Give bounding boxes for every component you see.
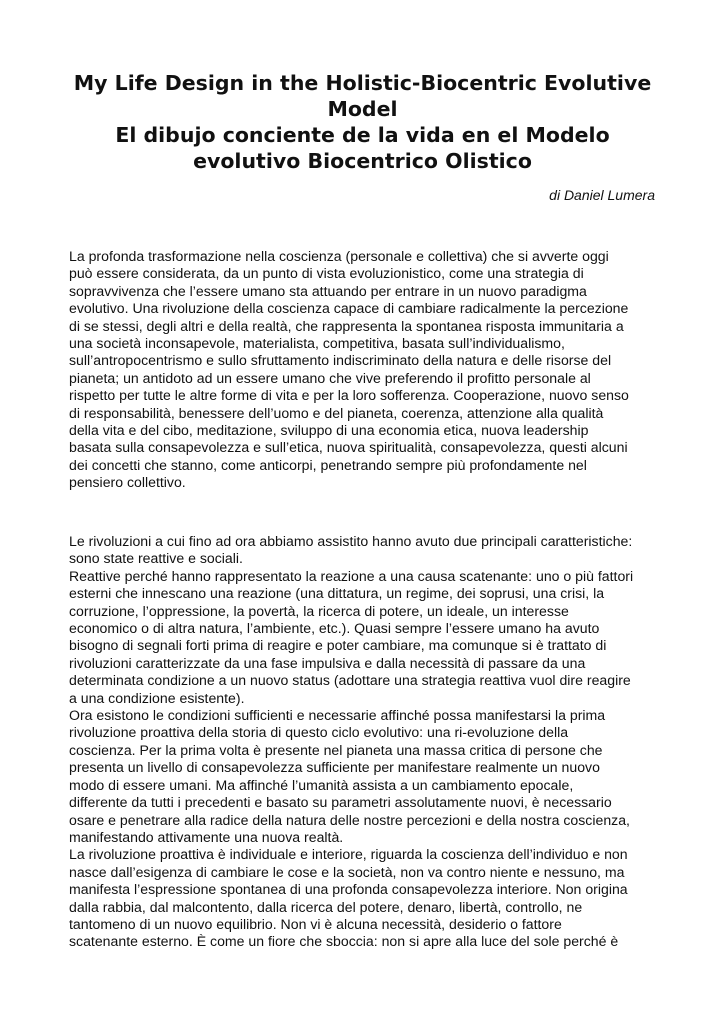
paragraph-line: Le rivoluzioni a cui fino ad ora abbiamo assistito hanno avuto due principali caratteristiche: [69,533,633,549]
paragraph-line: manifestando attivamente una nuova realtà. [69,828,344,845]
paragraph-line: La rivoluzione proattiva è individuale e interiore, riguarda la coscienza dell’individuo e non [69,846,628,863]
document-title [60,70,665,174]
paragraph-line: esterni che innescano una reazione (una dittatura, un regime, dei soprusi, una crisi, la [69,585,605,602]
paragraph-line: bisogno di segnali forti prima di reagire e poter cambiare, ma comunque si è trattato di [69,637,607,654]
paragraph-2 [69,533,669,951]
paragraph-line: di responsabilità, benessere dell’uomo e del pianeta, coerenza, attenzione alla qualità [69,404,604,421]
paragraph-line: corruzione, l’oppressione, la povertà, la ricerca di potere, un ideale, un interesse [69,602,569,619]
paragraph-line: evolutivo. Una rivoluzione della coscienza capace di cambiare radicalmente la percezione [69,300,629,317]
paragraph-line: La profonda trasformazione nella coscienza (personale e collettiva) che si avverte oggi [69,248,609,264]
paragraph-line: a una condizione esistente). [69,689,245,706]
paragraph-line: coscienza. Per la prima volta è presente nel pianeta una massa critica di persone che [69,741,603,758]
paragraph-line: differente da tutti i precedenti e basato su parametri assolutamente nuovi, è necessario [69,794,612,811]
paragraph-line: pensiero collettivo. [69,474,186,491]
paragraph-line: della vita e del cibo, meditazione, sviluppo di una economia etica, nuova leadership [69,422,589,439]
paragraph-line: tantomeno di un nuovo equilibrio. Non vi è alcuna necessità, desiderio o fattore [69,915,562,932]
paragraph-line: di se stessi, degli altri e della realtà, che rappresenta la spontanea risposta immunitaria a [69,317,624,334]
paragraph-line: dalla rabbia, dal malcontento, dalla ricerca del potere, denaro, libertà, controllo, ne [69,898,583,915]
paragraph-line: presenta un livello di consapevolezza sufficiente per manifestare realmente un nuovo [69,759,600,776]
paragraph-line: sopravvivenza che l’essere umano sta attuando per entrare in un nuovo paradigma [69,282,587,299]
paragraph-1 [69,248,669,492]
paragraph-line: sono state reattive e sociali. [69,550,243,567]
paragraph-line: nasce dall’esigenza di cambiare le cose e la società, non va contro niente e nessuno, ma [69,863,625,880]
paragraph-line: sull’antropocentrismo e sullo sfruttamento indiscriminato della natura e delle risorse del [69,352,612,369]
paragraph-line: modo di essere umani. Ma affinché l’umanità assista a un cambiamento epocale, [69,776,574,793]
paragraph-line: Reattive perché hanno rappresentato la reazione a una causa scatenante: uno o più fattori [69,567,634,584]
paragraph-line: può essere considerata, da un punto di vista evoluzionistico, come una strategia di [69,265,584,282]
paragraph-line: Ora esistono le condizioni sufficienti e necessarie affinché possa manifestarsi la prima [69,707,606,724]
paragraph-line: dei concetti che stanno, come anticorpi, penetrando sempre più profondamente nel [69,456,587,473]
paragraph-line: osare e penetrare alla radice della natura delle nostre percezioni e della nostra coscienza, [69,811,630,828]
paragraph-line: scatenante esterno. È come un fiore che sboccia: non si apre alla luce del sole perché è [69,933,619,950]
title-line-2: Model [327,97,398,121]
paragraph-line: basata sulla consapevolezza e sull’etica, nuova spiritualità, consapevolezza, questi alcuni [69,439,628,456]
paragraph-line: una società inconsapevole, materialista, competitiva, basata sull’individualismo, [69,335,565,352]
title-line-1: My Life Design in the Holistic-Biocentric Evolutive [73,71,652,95]
paragraph-line: rispetto per tutte le altre forme di vita e per la loro sofferenza. Cooperazione, nuovo senso [69,387,629,404]
paragraph-line: economico o di altra natura, l’ambiente, etc.). Quasi sempre l’essere umano ha avuto [69,620,600,637]
paragraph-line: manifesta l’espressione spontanea di una profonda consapevolezza interiore. Non origina [69,881,628,898]
title-line-3: El dibujo conciente de la vida en el Modelo [115,123,610,147]
paragraph-line: rivoluzioni caratterizzate da una fase impulsiva e dalla necessità di passare da una [69,654,586,671]
paragraph-line: rivoluzione proattiva della storia di questo ciclo evolutivo: una ri-evoluzione della [69,724,569,741]
paragraph-line: pianeta; un antidoto ad un essere umano che vive preferendo il profitto personale al [69,369,591,386]
paragraph-line: determinata condizione a un nuovo status (adottare una strategia reattiva vuol dire reagire [69,672,631,689]
author-byline: di Daniel Lumera [549,187,655,203]
title-line-4: evolutivo Biocentrico Olistico [193,149,532,173]
